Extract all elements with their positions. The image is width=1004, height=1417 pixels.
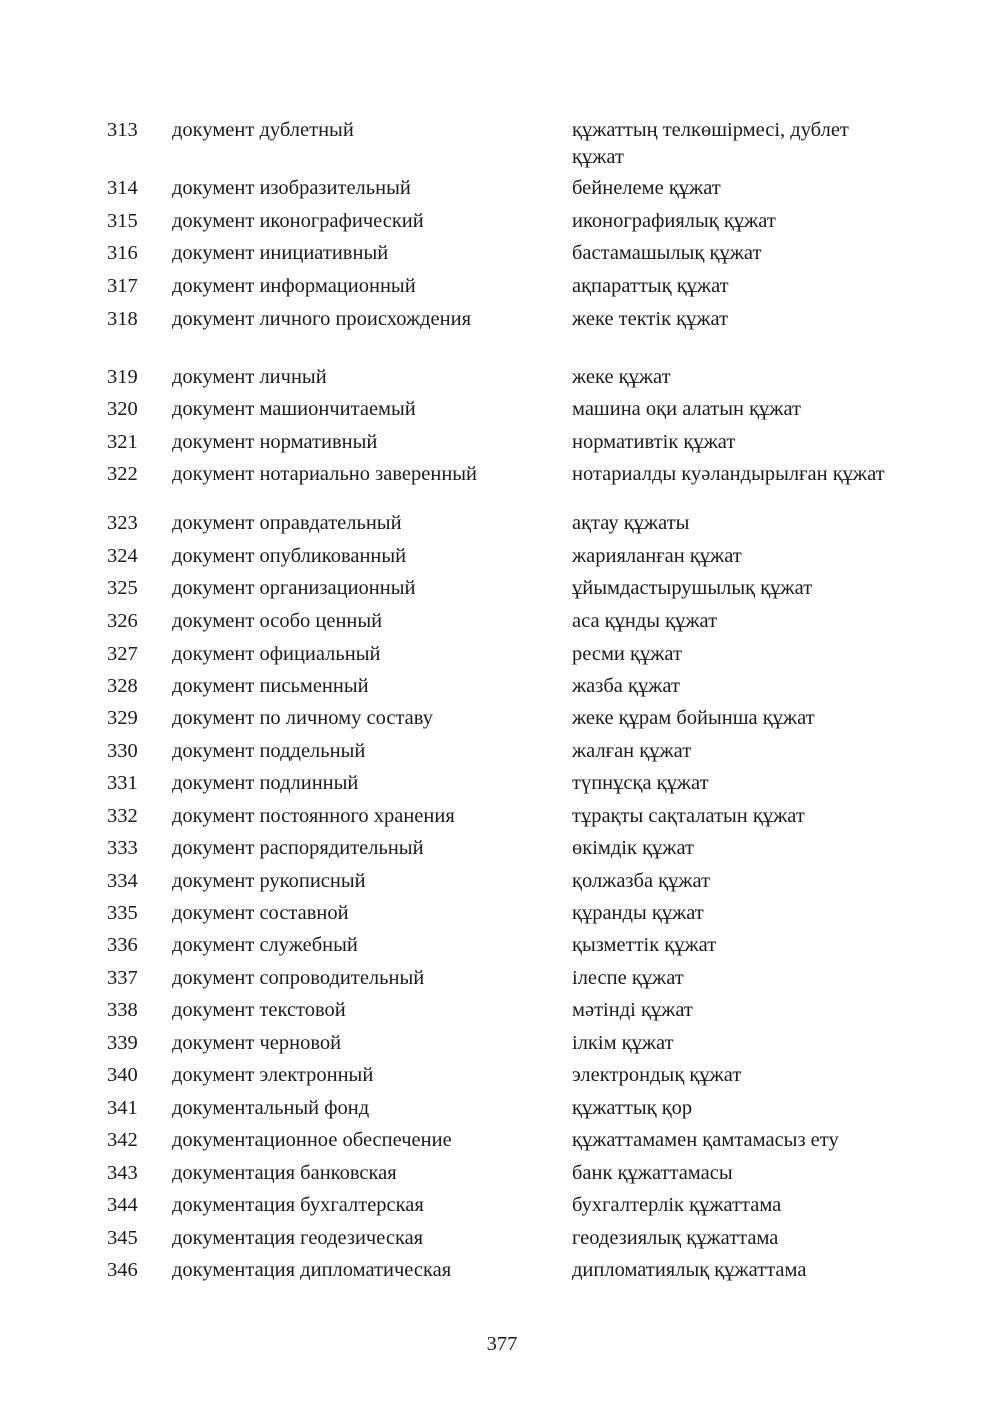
- entry-number: 337: [107, 967, 138, 989]
- kazakh-term: ақпараттық құжат: [572, 275, 729, 297]
- kazakh-term: мәтінді құжат: [572, 999, 693, 1021]
- russian-term: документ распорядительный: [172, 837, 424, 859]
- kazakh-term: жеке құрам бойынша құжат: [572, 707, 815, 729]
- kazakh-term: жалған құжат: [572, 740, 692, 762]
- russian-term: документ иконографический: [172, 210, 424, 232]
- russian-term: документация дипломатическая: [172, 1259, 452, 1281]
- russian-term: документ черновой: [172, 1032, 342, 1054]
- entry-number: 333: [107, 837, 138, 859]
- entry-number: 319: [107, 366, 138, 388]
- russian-term: документ личного происхождения: [172, 308, 472, 330]
- glossary-row: [0, 641, 1004, 668]
- russian-term: документ сопроводительный: [172, 967, 425, 989]
- glossary-row: [0, 997, 1004, 1024]
- kazakh-term: нотариалды куәландырылған құжат: [572, 463, 885, 485]
- glossary-row: [0, 803, 1004, 830]
- entry-number: 334: [107, 870, 138, 892]
- russian-term: документ письменный: [172, 675, 369, 697]
- glossary-row: [0, 932, 1004, 959]
- entry-number: 330: [107, 740, 138, 762]
- glossary-row: [0, 175, 1004, 202]
- kazakh-term: құжаттамамен қамтамасыз ету: [572, 1129, 839, 1151]
- kazakh-term: бухгалтерлік құжаттама: [572, 1194, 782, 1216]
- russian-term: документ организационный: [172, 577, 416, 599]
- entry-number: 332: [107, 805, 138, 827]
- entry-number: 318: [107, 308, 138, 330]
- entry-number: 327: [107, 643, 138, 665]
- kazakh-term: жеке тектік құжат: [572, 308, 729, 330]
- glossary-row: [0, 1160, 1004, 1187]
- russian-term: документ нотариально заверенный: [172, 463, 478, 485]
- entry-number: 346: [107, 1259, 138, 1281]
- russian-term: документ рукописный: [172, 870, 366, 892]
- kazakh-term: аса құнды құжат: [572, 610, 718, 632]
- glossary-row: [0, 608, 1004, 635]
- entry-number: 340: [107, 1064, 138, 1086]
- kazakh-term: ұйымдастырушылық құжат: [572, 577, 813, 599]
- russian-term: документ опубликованный: [172, 545, 407, 567]
- kazakh-term: ақтау құжаты: [572, 512, 690, 534]
- glossary-row: [0, 1127, 1004, 1154]
- glossary-row: [0, 543, 1004, 570]
- russian-term: документ изобразительный: [172, 177, 411, 199]
- entry-number: 338: [107, 999, 138, 1021]
- russian-term: документ оправдательный: [172, 512, 402, 534]
- glossary-row: [0, 900, 1004, 927]
- glossary-row: [0, 1192, 1004, 1219]
- russian-term: документ машиончитаемый: [172, 398, 416, 420]
- glossary-row: [0, 770, 1004, 797]
- russian-term: документ постоянного хранения: [172, 805, 455, 827]
- russian-term: документальный фонд: [172, 1097, 370, 1119]
- glossary-row: [0, 738, 1004, 765]
- russian-term: документ особо ценный: [172, 610, 383, 632]
- entry-number: 328: [107, 675, 138, 697]
- kazakh-term: жазба құжат: [572, 675, 680, 697]
- russian-term: документ инициативный: [172, 242, 389, 264]
- russian-term: документ служебный: [172, 934, 358, 956]
- page-number: 377: [486, 1333, 518, 1355]
- glossary-row: [0, 273, 1004, 300]
- russian-term: документация геодезическая: [172, 1227, 424, 1249]
- glossary-row: [0, 240, 1004, 267]
- russian-term: документ электронный: [172, 1064, 374, 1086]
- entry-number: 317: [107, 275, 138, 297]
- glossary-row: [0, 673, 1004, 700]
- entry-number: 336: [107, 934, 138, 956]
- kazakh-term: құжаттық қор: [572, 1097, 693, 1119]
- entry-number: 325: [107, 577, 138, 599]
- kazakh-term: жарияланған құжат: [572, 545, 742, 567]
- entry-number: 314: [107, 177, 138, 199]
- russian-term: документ поддельный: [172, 740, 366, 762]
- kazakh-term: геодезиялық құжаттама: [572, 1227, 779, 1249]
- glossary-row: [0, 1257, 1004, 1284]
- glossary-row: [0, 461, 1004, 515]
- entry-number: 329: [107, 707, 138, 729]
- kazakh-term: нормативтік құжат: [572, 431, 736, 453]
- kazakh-term: жеке құжат: [572, 366, 671, 388]
- glossary-row: [0, 117, 1004, 171]
- glossary-row: [0, 575, 1004, 602]
- entry-number: 313: [107, 119, 138, 141]
- entry-number: 315: [107, 210, 138, 232]
- kazakh-term: банк құжаттамасы: [572, 1162, 733, 1184]
- entry-number: 323: [107, 512, 138, 534]
- kazakh-term: бастамашылық құжат: [572, 242, 762, 264]
- kazakh-term: ресми құжат: [572, 643, 682, 665]
- kazakh-term: машина оқи алатын құжат: [572, 398, 801, 420]
- glossary-row: [0, 306, 1004, 360]
- russian-term: документ информационный: [172, 275, 416, 297]
- entry-number: 339: [107, 1032, 138, 1054]
- kazakh-term: құранды құжат: [572, 902, 704, 924]
- kazakh-term: иконографиялық құжат: [572, 210, 776, 232]
- kazakh-term: электрондық құжат: [572, 1064, 742, 1086]
- russian-term: документационное обеспечение: [172, 1129, 452, 1151]
- kazakh-term: ілеспе құжат: [572, 967, 684, 989]
- entry-number: 316: [107, 242, 138, 264]
- russian-term: документ личный: [172, 366, 327, 388]
- entry-number: 343: [107, 1162, 138, 1184]
- russian-term: документация банковская: [172, 1162, 397, 1184]
- entry-number: 331: [107, 772, 138, 794]
- kazakh-term: қызметтік құжат: [572, 934, 717, 956]
- entry-number: 341: [107, 1097, 138, 1119]
- entry-number: 324: [107, 545, 138, 567]
- russian-term: документ текстовой: [172, 999, 346, 1021]
- russian-term: документ официальный: [172, 643, 381, 665]
- glossary-row: [0, 868, 1004, 895]
- entry-number: 322: [107, 463, 138, 485]
- glossary-row: [0, 510, 1004, 537]
- russian-term: документ дублетный: [172, 119, 354, 141]
- glossary-row: [0, 1030, 1004, 1057]
- russian-term: документ подлинный: [172, 772, 359, 794]
- glossary-row: [0, 835, 1004, 862]
- glossary-row: [0, 1095, 1004, 1122]
- glossary-row: [0, 208, 1004, 235]
- entry-number: 344: [107, 1194, 138, 1216]
- kazakh-term: ілкім құжат: [572, 1032, 674, 1054]
- entry-number: 320: [107, 398, 138, 420]
- kazakh-term: тұрақты сақталатын құжат: [572, 805, 805, 827]
- russian-term: документ по личному составу: [172, 707, 433, 729]
- kazakh-term: қолжазба құжат: [572, 870, 711, 892]
- glossary-row: [0, 364, 1004, 391]
- glossary-row: [0, 705, 1004, 732]
- glossary-row: [0, 1062, 1004, 1089]
- kazakh-term: дипломатиялық құжаттама: [572, 1259, 807, 1281]
- entry-number: 345: [107, 1227, 138, 1249]
- russian-term: документ составной: [172, 902, 349, 924]
- kazakh-term: түпнұсқа құжат: [572, 772, 709, 794]
- entry-number: 335: [107, 902, 138, 924]
- russian-term: документ нормативный: [172, 431, 378, 453]
- kazakh-term: өкімдік құжат: [572, 837, 694, 859]
- entry-number: 326: [107, 610, 138, 632]
- kazakh-term: бейнелеме құжат: [572, 177, 721, 199]
- glossary-row: [0, 965, 1004, 992]
- kazakh-term: құжаттың телкөшірмесі, дублет құжат: [572, 119, 849, 168]
- entry-number: 342: [107, 1129, 138, 1151]
- entry-number: 321: [107, 431, 138, 453]
- russian-term: документация бухгалтерская: [172, 1194, 424, 1216]
- glossary-row: [0, 429, 1004, 456]
- glossary-row: [0, 396, 1004, 423]
- glossary-row: [0, 1225, 1004, 1252]
